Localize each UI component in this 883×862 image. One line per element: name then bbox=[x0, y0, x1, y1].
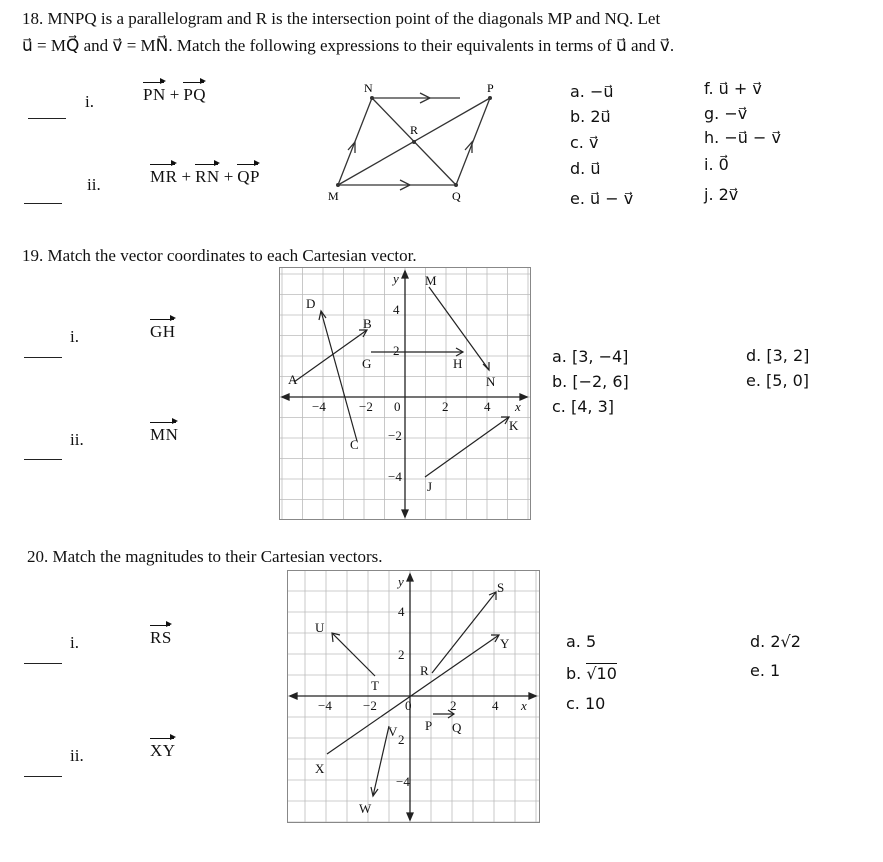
q19-answer-blank-ii[interactable] bbox=[24, 447, 62, 465]
q18-answer-blank-i[interactable] bbox=[28, 106, 66, 124]
q19-answer-blank-i[interactable] bbox=[24, 345, 62, 363]
vector-mr: MR bbox=[150, 167, 178, 186]
q20-item-i-vector bbox=[150, 628, 172, 648]
x-tick-neg2: −2 bbox=[363, 698, 377, 713]
q19-item-i-number: i. bbox=[70, 327, 79, 346]
point-v: V bbox=[388, 724, 398, 739]
parallelogram-diagram bbox=[320, 76, 510, 206]
point-p: P bbox=[425, 718, 433, 733]
q18-option-c[interactable]: c. v⃗ bbox=[570, 133, 599, 152]
q19-item-ii-vector bbox=[150, 425, 178, 445]
q18-option-d[interactable]: d. u⃗ bbox=[570, 159, 601, 178]
label-q: Q bbox=[452, 189, 461, 203]
q18-option-e[interactable]: e. u⃗ − v⃗ bbox=[570, 189, 634, 208]
point-k: K bbox=[509, 418, 519, 433]
q18-item-i-number: i. bbox=[85, 92, 94, 111]
vector-cd bbox=[321, 311, 357, 441]
point-m: M bbox=[425, 273, 437, 288]
vector-gh: GH bbox=[150, 322, 176, 341]
x-tick-neg4: −4 bbox=[312, 399, 326, 414]
point-d: D bbox=[306, 296, 316, 311]
q19-option-a[interactable]: a. [3, −4] bbox=[552, 347, 629, 366]
q20-coordinate-grid bbox=[287, 570, 540, 823]
q20-option-d[interactable]: d. 2√2 bbox=[750, 632, 801, 651]
q18-option-h[interactable]: h. −u⃗ − v⃗ bbox=[704, 128, 781, 147]
q18-item-ii-number: ii. bbox=[87, 175, 101, 194]
q20-answer-blank-ii[interactable] bbox=[24, 764, 62, 782]
vector-rs: RS bbox=[150, 628, 172, 647]
q18-item-i-expression bbox=[143, 85, 206, 105]
q20-option-e[interactable]: e. 1 bbox=[750, 661, 781, 680]
y-tick-4: 4 bbox=[398, 604, 405, 619]
point-g: G bbox=[362, 356, 372, 371]
point-h: H bbox=[453, 356, 463, 371]
point-w: W bbox=[359, 801, 372, 816]
y-axis-label: y bbox=[393, 271, 399, 286]
x-tick-0: 0 bbox=[394, 399, 401, 414]
label-r: R bbox=[410, 123, 419, 137]
q18-line2: u⃗ = MQ⃗ and v⃗ = MN⃗. Match the following expressions to their equivalents in terms of u⃗ and v⃗. bbox=[22, 36, 675, 55]
q18-option-b[interactable]: b. 2u⃗ bbox=[570, 107, 611, 126]
vector-xy: XY bbox=[150, 741, 176, 760]
arrowhead-y bbox=[491, 635, 499, 642]
vector-vw bbox=[373, 726, 389, 796]
side-qp bbox=[456, 98, 490, 185]
vector-rs-line bbox=[432, 592, 496, 673]
q20-title: 20. Match the magnitudes to their Cartesian vectors. bbox=[27, 547, 383, 566]
x-axis-label: x bbox=[521, 698, 527, 713]
point-u: U bbox=[315, 620, 325, 635]
y-tick-2: 2 bbox=[393, 343, 400, 358]
x-tick-4: 4 bbox=[484, 399, 491, 414]
vector-pq: PQ bbox=[183, 85, 207, 104]
vector-pn: PN bbox=[143, 85, 166, 104]
x-axis-label: x bbox=[515, 399, 521, 414]
x-tick-0: 0 bbox=[405, 698, 412, 713]
y-tick-neg4: −4 bbox=[388, 469, 402, 484]
q19-item-i-vector bbox=[150, 322, 176, 342]
y-tick-4: 4 bbox=[393, 302, 400, 317]
q20-item-ii-vector bbox=[150, 741, 176, 761]
q20-option-c[interactable]: c. 10 bbox=[566, 694, 606, 713]
point-b: B bbox=[363, 316, 372, 331]
x-tick-neg4: −4 bbox=[318, 698, 332, 713]
q20-item-i-number: i. bbox=[70, 633, 79, 652]
q19-option-c[interactable]: c. [4, 3] bbox=[552, 397, 614, 416]
vector-qp: QP bbox=[237, 167, 261, 186]
q20-item-ii-number: ii. bbox=[70, 746, 84, 765]
q18-option-j[interactable]: j. 2v⃗ bbox=[704, 185, 739, 204]
label-m: M bbox=[328, 189, 339, 203]
x-tick-4: 4 bbox=[492, 698, 499, 713]
point-n: N bbox=[486, 374, 496, 389]
x-tick-2: 2 bbox=[442, 399, 449, 414]
point-x: X bbox=[315, 761, 325, 776]
x-tick-2: 2 bbox=[450, 698, 457, 713]
q18-option-i[interactable]: i. 0⃗ bbox=[704, 155, 729, 174]
q18-item-ii-expression bbox=[150, 167, 260, 187]
point-t: T bbox=[371, 678, 379, 693]
y-tick-neg2: 2 bbox=[398, 732, 405, 747]
y-tick-2: 2 bbox=[398, 647, 405, 662]
q19-item-ii-number: ii. bbox=[70, 430, 84, 449]
point-s: S bbox=[497, 580, 505, 595]
vector-mn: MN bbox=[150, 425, 179, 444]
q20-option-b[interactable]: b. √10 bbox=[566, 664, 617, 683]
q20-answer-blank-i[interactable] bbox=[24, 651, 62, 669]
vector-jk bbox=[425, 417, 509, 477]
plus-sign: + bbox=[181, 167, 192, 186]
y-axis-label: y bbox=[398, 574, 404, 589]
q19-title: 19. Match the vector coordinates to each Cartesian vector. bbox=[22, 246, 417, 265]
q18-line1: 18. MNPQ is a parallelogram and R is the intersection point of the diagonals MP and NQ. Let bbox=[22, 9, 661, 28]
q19-option-d[interactable]: d. [3, 2] bbox=[746, 346, 810, 365]
y-tick-neg2: −2 bbox=[388, 428, 402, 443]
y-tick-neg4: −4 bbox=[396, 774, 410, 789]
point-a: A bbox=[288, 372, 298, 387]
vector-tu bbox=[332, 633, 375, 676]
q19-coordinate-grid bbox=[279, 267, 531, 520]
q18-answer-blank-ii[interactable] bbox=[24, 191, 62, 209]
plus-sign: + bbox=[223, 167, 234, 186]
label-p: P bbox=[487, 81, 494, 95]
plus-sign: + bbox=[169, 85, 180, 104]
point-q: Q bbox=[452, 720, 462, 735]
q18-option-f[interactable]: f. u⃗ + v⃗ bbox=[704, 79, 762, 98]
point-y: Y bbox=[500, 636, 510, 651]
point-r: R bbox=[420, 663, 429, 678]
q19-option-b[interactable]: b. [−2, 6] bbox=[552, 372, 629, 391]
q20-option-a[interactable]: a. 5 bbox=[566, 632, 597, 651]
vector-rn: RN bbox=[195, 167, 220, 186]
q18-option-g[interactable]: g. −v⃗ bbox=[704, 104, 748, 123]
label-n: N bbox=[364, 81, 373, 95]
q19-option-e[interactable]: e. [5, 0] bbox=[746, 371, 810, 390]
point-c: C bbox=[350, 437, 359, 452]
q18-option-a[interactable]: a. −u⃗ bbox=[570, 82, 614, 101]
point-j: J bbox=[427, 479, 433, 494]
x-tick-neg2: −2 bbox=[359, 399, 373, 414]
